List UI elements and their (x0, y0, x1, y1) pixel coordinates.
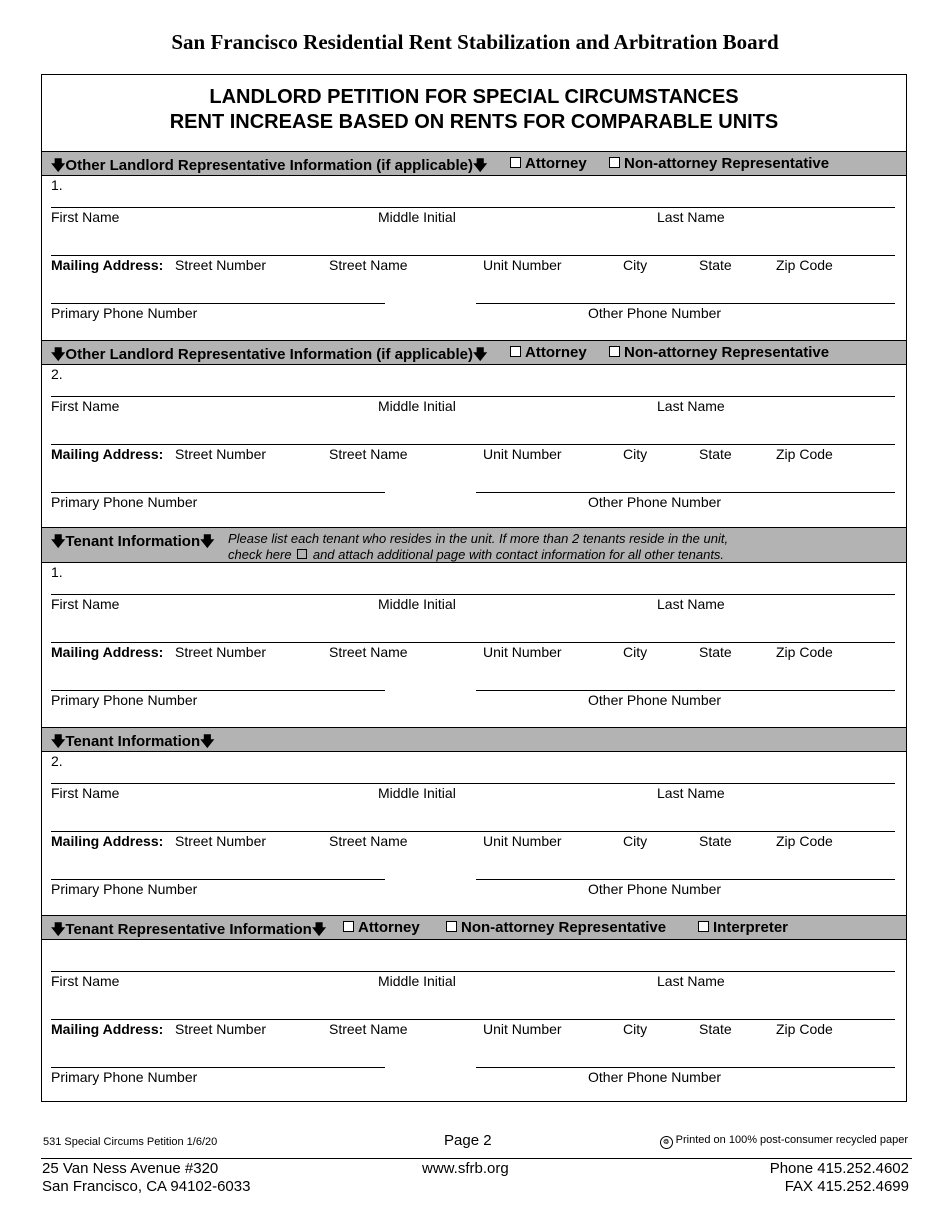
entry-number: 1. (51, 564, 63, 580)
primary-phone-input-line[interactable] (51, 879, 385, 880)
footer-contact (770, 1160, 909, 1196)
additional-tenants-checkbox[interactable] (297, 549, 307, 559)
last-name-label: Last Name (657, 785, 725, 801)
address-input-line[interactable] (51, 255, 895, 256)
option-non-attorney-representative-checkbox[interactable] (609, 344, 829, 361)
primary-phone-input-line[interactable] (51, 1067, 385, 1068)
other-phone-label: Other Phone Number (588, 1069, 722, 1085)
option-non-attorney-representative-checkbox[interactable] (446, 919, 666, 936)
address-input-line[interactable] (51, 1019, 895, 1020)
recycled-notice (660, 1134, 908, 1149)
zip-code-label: Zip Code (776, 1021, 833, 1037)
down-arrow-icon: 🡇 (311, 921, 327, 937)
checkbox-icon[interactable] (510, 157, 521, 168)
tenant-note-text: and attach additional page with contact information for all other tenants. (312, 547, 725, 562)
checkbox-icon[interactable] (609, 346, 620, 357)
name-input-line[interactable] (51, 594, 895, 595)
address-input-line[interactable] (51, 642, 895, 643)
down-arrow-icon: 🡇 (472, 157, 488, 173)
section-header-text: Tenant Information (65, 533, 201, 550)
first-name-label: First Name (51, 209, 120, 225)
middle-initial-label: Middle Initial (378, 596, 456, 612)
first-name-label: First Name (51, 973, 120, 989)
checkbox-icon[interactable] (343, 921, 354, 932)
name-input-line[interactable] (51, 783, 895, 784)
name-input-line[interactable] (51, 207, 895, 208)
mailing-address-label: Mailing Address: (51, 446, 164, 462)
recycled-text: Printed on 100% post-consumer recycled paper (675, 1134, 908, 1146)
option-label: Attorney (525, 344, 587, 361)
address-input-line[interactable] (51, 444, 895, 445)
street-number-label: Street Number (175, 257, 267, 273)
form-title-line1: LANDLORD PETITION FOR SPECIAL CIRCUMSTANCES (209, 86, 739, 108)
address-line2: San Francisco, CA 94102-6033 (42, 1178, 251, 1195)
checkbox-icon[interactable] (446, 921, 457, 932)
street-name-label: Street Name (329, 257, 408, 273)
footer-divider (41, 1158, 912, 1159)
state-label: State (699, 833, 732, 849)
option-interpreter-checkbox[interactable] (698, 919, 788, 936)
unit-number-label: Unit Number (483, 257, 562, 273)
down-arrow-icon: 🡇 (200, 533, 215, 549)
middle-initial-label: Middle Initial (378, 973, 456, 989)
other-phone-label: Other Phone Number (588, 305, 722, 321)
other-phone-input-line[interactable] (476, 1067, 895, 1068)
last-name-label: Last Name (657, 973, 725, 989)
footer-website[interactable]: www.sfrb.org (422, 1160, 509, 1177)
zip-code-label: Zip Code (776, 257, 833, 273)
tenant-note-line1: Please list each tenant who resides in the unit. If more than 2 tenants reside in the unit, (228, 531, 729, 546)
primary-phone-label: Primary Phone Number (51, 305, 198, 321)
footer-fax: FAX 415.252.4699 (784, 1178, 909, 1195)
option-label: Attorney (358, 919, 420, 936)
option-attorney-checkbox[interactable] (343, 919, 420, 936)
street-number-label: Street Number (175, 833, 267, 849)
petition-form (41, 74, 907, 1102)
section-header (51, 919, 326, 943)
unit-number-label: Unit Number (483, 833, 562, 849)
state-label: State (699, 644, 732, 660)
mailing-address-label: Mailing Address: (51, 833, 164, 849)
option-non-attorney-representative-checkbox[interactable] (609, 155, 829, 172)
other-phone-input-line[interactable] (476, 879, 895, 880)
down-arrow-icon: 🡇 (51, 157, 66, 173)
street-name-label: Street Name (329, 1021, 408, 1037)
recycle-icon: ♲ (660, 1136, 673, 1149)
street-name-label: Street Name (329, 644, 408, 660)
city-label: City (623, 833, 648, 849)
section-header (51, 531, 215, 555)
primary-phone-input-line[interactable] (51, 303, 385, 304)
city-label: City (623, 446, 648, 462)
middle-initial-label: Middle Initial (378, 398, 456, 414)
other-phone-input-line[interactable] (476, 492, 895, 493)
footer-address (42, 1160, 250, 1196)
section-header-band (42, 151, 906, 176)
city-label: City (623, 257, 648, 273)
street-number-label: Street Number (175, 446, 267, 462)
entry-number: 2. (51, 753, 63, 769)
city-label: City (623, 1021, 648, 1037)
option-label: Attorney (525, 155, 587, 172)
middle-initial-label: Middle Initial (378, 209, 456, 225)
primary-phone-input-line[interactable] (51, 690, 385, 691)
zip-code-label: Zip Code (776, 644, 833, 660)
form-id: 531 Special Circums Petition 1/6/20 (43, 1136, 218, 1148)
section-header-text: Tenant Representative Information (65, 921, 312, 938)
section-header-band (42, 727, 906, 752)
checkbox-icon[interactable] (698, 921, 709, 932)
last-name-label: Last Name (657, 596, 725, 612)
tenant-note-text: check here (228, 547, 292, 562)
mailing-address-label: Mailing Address: (51, 644, 164, 660)
section-header (51, 344, 487, 368)
down-arrow-icon: 🡇 (51, 733, 66, 749)
section-header-band (42, 915, 906, 940)
street-name-label: Street Name (329, 446, 408, 462)
middle-initial-label: Middle Initial (378, 785, 456, 801)
street-number-label: Street Number (175, 1021, 267, 1037)
option-attorney-checkbox[interactable] (510, 155, 587, 172)
section-header-text: Other Landlord Representative Information (if applicable) (65, 346, 473, 363)
other-phone-label: Other Phone Number (588, 494, 722, 510)
primary-phone-label: Primary Phone Number (51, 494, 198, 510)
other-phone-label: Other Phone Number (588, 881, 722, 897)
unit-number-label: Unit Number (483, 1021, 562, 1037)
option-label: Non-attorney Representative (624, 155, 830, 172)
zip-code-label: Zip Code (776, 446, 833, 462)
checkbox-icon[interactable] (609, 157, 620, 168)
other-phone-label: Other Phone Number (588, 692, 722, 708)
down-arrow-icon: 🡇 (200, 733, 215, 749)
down-arrow-icon: 🡇 (51, 533, 66, 549)
section-header-band (42, 340, 906, 365)
section-header-text: Other Landlord Representative Information (if applicable) (65, 157, 473, 174)
primary-phone-label: Primary Phone Number (51, 881, 198, 897)
form-title-line2: RENT INCREASE BASED ON RENTS FOR COMPARABLE UNITS (169, 111, 779, 133)
state-label: State (699, 446, 732, 462)
down-arrow-icon: 🡇 (51, 346, 66, 362)
option-label: Non-attorney Representative (461, 919, 667, 936)
option-attorney-checkbox[interactable] (510, 344, 587, 361)
last-name-label: Last Name (657, 209, 725, 225)
footer-phone: Phone 415.252.4602 (769, 1160, 909, 1177)
other-phone-input-line[interactable] (476, 303, 895, 304)
primary-phone-label: Primary Phone Number (51, 1069, 198, 1085)
option-label: Non-attorney Representative (624, 344, 830, 361)
street-number-label: Street Number (175, 644, 267, 660)
page-number: Page 2 (444, 1132, 492, 1149)
other-phone-input-line[interactable] (476, 690, 895, 691)
entry-number: 1. (51, 177, 63, 193)
entry-number: 2. (51, 366, 63, 382)
unit-number-label: Unit Number (483, 644, 562, 660)
agency-name: San Francisco Residential Rent Stabilization and Arbitration Board (171, 30, 779, 54)
section-header (51, 731, 215, 755)
first-name-label: First Name (51, 785, 120, 801)
first-name-label: First Name (51, 398, 120, 414)
state-label: State (699, 257, 732, 273)
option-label: Interpreter (713, 919, 789, 936)
form-title (42, 85, 906, 135)
state-label: State (699, 1021, 732, 1037)
city-label: City (623, 644, 648, 660)
section-header-band (42, 527, 906, 563)
section-header-text: Tenant Information (65, 733, 201, 750)
name-input-line[interactable] (51, 971, 895, 972)
tenant-note-line2 (228, 547, 724, 562)
last-name-label: Last Name (657, 398, 725, 414)
name-input-line[interactable] (51, 396, 895, 397)
mailing-address-label: Mailing Address: (51, 257, 164, 273)
unit-number-label: Unit Number (483, 446, 562, 462)
section-header (51, 155, 487, 179)
mailing-address-label: Mailing Address: (51, 1021, 164, 1037)
street-name-label: Street Name (329, 833, 408, 849)
down-arrow-icon: 🡇 (51, 921, 66, 937)
address-input-line[interactable] (51, 831, 895, 832)
down-arrow-icon: 🡇 (472, 346, 488, 362)
zip-code-label: Zip Code (776, 833, 833, 849)
address-line1: 25 Van Ness Avenue #320 (42, 1160, 219, 1177)
primary-phone-label: Primary Phone Number (51, 692, 198, 708)
checkbox-icon[interactable] (510, 346, 521, 357)
first-name-label: First Name (51, 596, 120, 612)
primary-phone-input-line[interactable] (51, 492, 385, 493)
